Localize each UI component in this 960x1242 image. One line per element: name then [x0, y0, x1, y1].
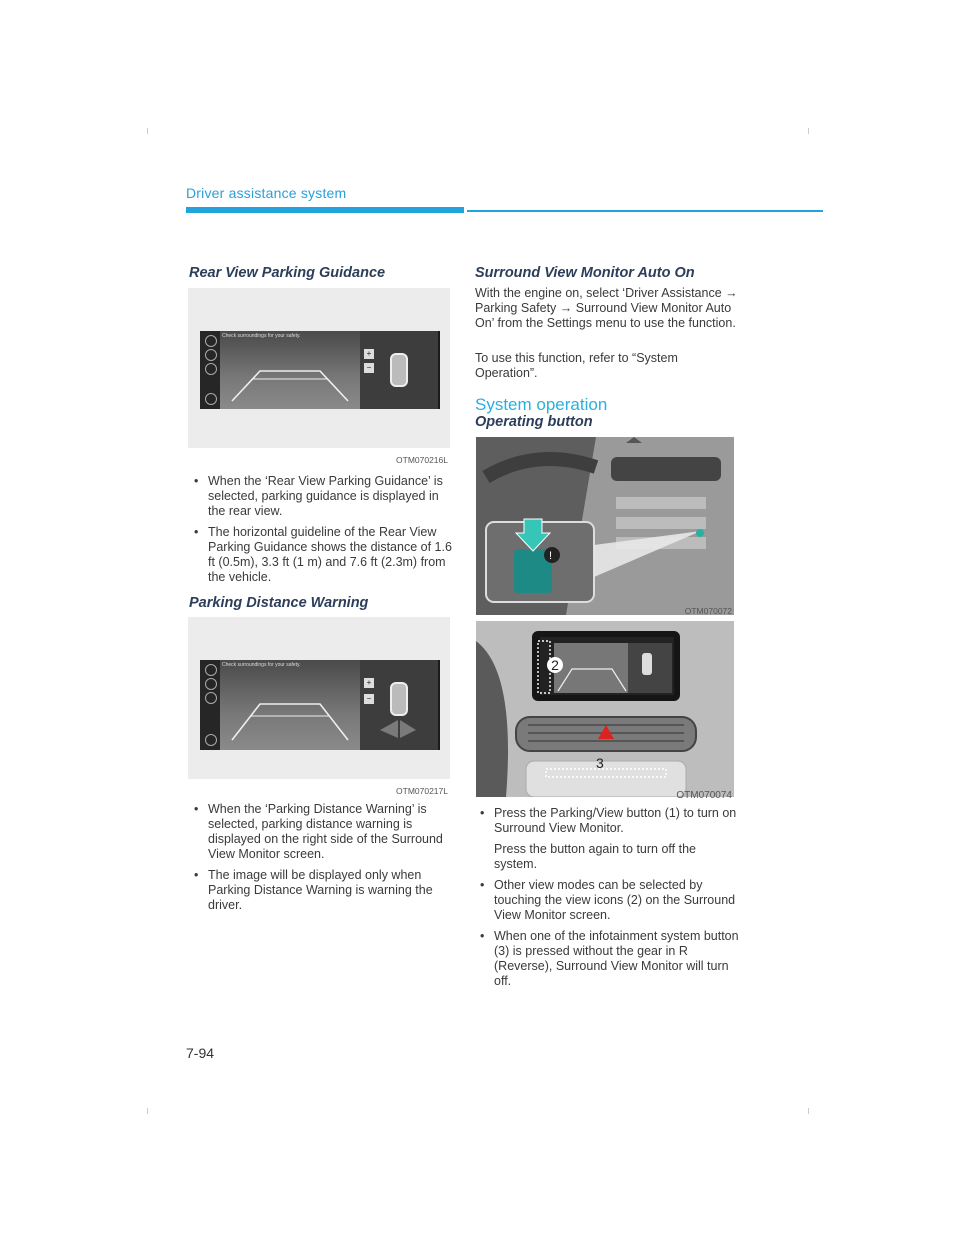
rear-view-heading: Rear View Parking Guidance: [189, 265, 386, 281]
callout-2: 2: [547, 657, 563, 673]
parking-guideline-icon: [220, 331, 360, 409]
auto-on-reference: To use this function, refer to “System Operation”.: [475, 351, 678, 380]
system-operation-bullets: [476, 806, 740, 995]
infotainment-figure: [476, 621, 734, 797]
operating-button-figure: [476, 437, 734, 615]
parking-distance-heading: Parking Distance Warning: [189, 595, 369, 611]
view-icon: [205, 349, 217, 361]
bullet-text: When the ‘Parking Distance Warning’ is selected, parking distance warning is displayed on the right side of the Surround View Monitor screen.: [208, 802, 443, 861]
view-icon: [205, 678, 217, 690]
top-view-panel: [360, 660, 438, 750]
dashboard-illustration-icon: [476, 437, 734, 615]
rear-view-caption: OTM070216L: [396, 455, 448, 465]
zoom-in-button[interactable]: +: [364, 349, 374, 359]
safety-warning-text: Check surroundings for your safety.: [222, 662, 301, 668]
header-rule-thin: [467, 210, 823, 212]
operating-button-heading: Operating button: [475, 414, 593, 430]
settings-icon: [205, 393, 217, 405]
bullet-text: The image will be displayed only when Parking Distance Warning is warning the driver.: [208, 868, 433, 912]
crop-mark: [147, 128, 148, 134]
crop-mark: [808, 1108, 809, 1114]
zoom-in-button[interactable]: +: [364, 678, 374, 688]
view-icon-bar: [200, 331, 220, 409]
parking-distance-caption: OTM070217L: [396, 786, 448, 796]
system-operation-heading: System operation: [475, 395, 608, 414]
list-item: • The horizontal guideline of the Rear View Parking Guidance shows the distance of 1.6 ft (0.5m), 3.3 ft (1 m) and 7.6 ft (2.3m) from the vehicle.: [194, 525, 452, 584]
parking-distance-screen: [200, 660, 440, 750]
list-item: • When one of the infotainment system button (3) is pressed without the gear in R (Reverse), Surround View Monitor will turn off.: [480, 929, 739, 988]
bullet-continuation: Press the button again to turn off the system.: [494, 842, 696, 871]
crop-mark: [808, 128, 809, 134]
top-view-panel: [360, 331, 438, 409]
running-header: Driver assistance system: [186, 185, 347, 201]
parking-distance-bullets: [190, 802, 455, 919]
view-icon: [205, 692, 217, 704]
zoom-out-button[interactable]: −: [364, 363, 374, 373]
rear-view-bullets: [190, 474, 455, 591]
fig1-caption: OTM070072: [684, 606, 732, 616]
view-icon: [205, 363, 217, 375]
callout-3: 3: [596, 755, 604, 771]
rear-view-screen: [200, 331, 440, 409]
settings-icon: [205, 734, 217, 746]
bullet-text: When one of the infotainment system button (3) is pressed without the gear in R (Reverse), Surround View Monitor will turn off.: [494, 929, 739, 988]
parking-distance-figure: [188, 617, 450, 779]
zoom-out-button[interactable]: −: [364, 694, 374, 704]
view-icon: [205, 664, 217, 676]
rear-camera-view: [220, 660, 360, 750]
parking-guideline-icon: [220, 660, 360, 750]
list-item: • Press the Parking/View button (1) to turn on Surround View Monitor. Press the button again to turn off the system.: [476, 806, 740, 872]
fig2-caption: OTM070074: [676, 790, 732, 801]
car-top-icon: [390, 353, 408, 387]
view-icon-bar: [200, 660, 220, 750]
svg-text:!: !: [549, 550, 553, 562]
view-icon: [205, 335, 217, 347]
list-item: • When the ‘Rear View Parking Guidance’ is selected, parking guidance is displayed in the rear view.: [194, 474, 443, 518]
crop-mark: [147, 1108, 148, 1114]
safety-warning-text: Check surroundings for your safety.: [222, 333, 301, 339]
bullet-text: When the ‘Rear View Parking Guidance’ is selected, parking guidance is displayed in the rear view.: [208, 474, 443, 518]
bullet-text: Press the Parking/View button (1) to turn on Surround View Monitor.: [494, 806, 737, 835]
rear-camera-view: [220, 331, 360, 409]
bullet-text: Other view modes can be selected by touching the view icons (2) on the Surround View Monitor screen.: [494, 878, 736, 922]
bullet-text: The horizontal guideline of the Rear View Parking Guidance shows the distance of 1.6 ft (0.5m), 3.3 ft (1 m) and 7.6 ft (2.3m) from the vehicle.: [208, 525, 452, 584]
list-item: • The image will be displayed only when Parking Distance Warning is warning the driver.: [194, 868, 433, 912]
infotainment-illustration-icon: [476, 621, 734, 797]
auto-on-paragraph: With the engine on, select ‘Driver Assistance → Parking Safety → Surround View Monitor Auto On’ from the Settings menu to use the function.: [475, 286, 738, 330]
list-item: • Other view modes can be selected by touching the view icons (2) on the Surround View Monitor screen.: [480, 878, 736, 922]
distance-warning-zones-icon: [360, 660, 438, 750]
auto-on-heading: Surround View Monitor Auto On: [475, 265, 695, 281]
list-item: • When the ‘Parking Distance Warning’ is selected, parking distance warning is displayed on the right side of the Surround View Monitor screen.: [194, 802, 443, 861]
header-rule-bold: [186, 207, 464, 213]
rear-view-figure: [188, 288, 450, 448]
page-number: 7-94: [186, 1045, 215, 1061]
